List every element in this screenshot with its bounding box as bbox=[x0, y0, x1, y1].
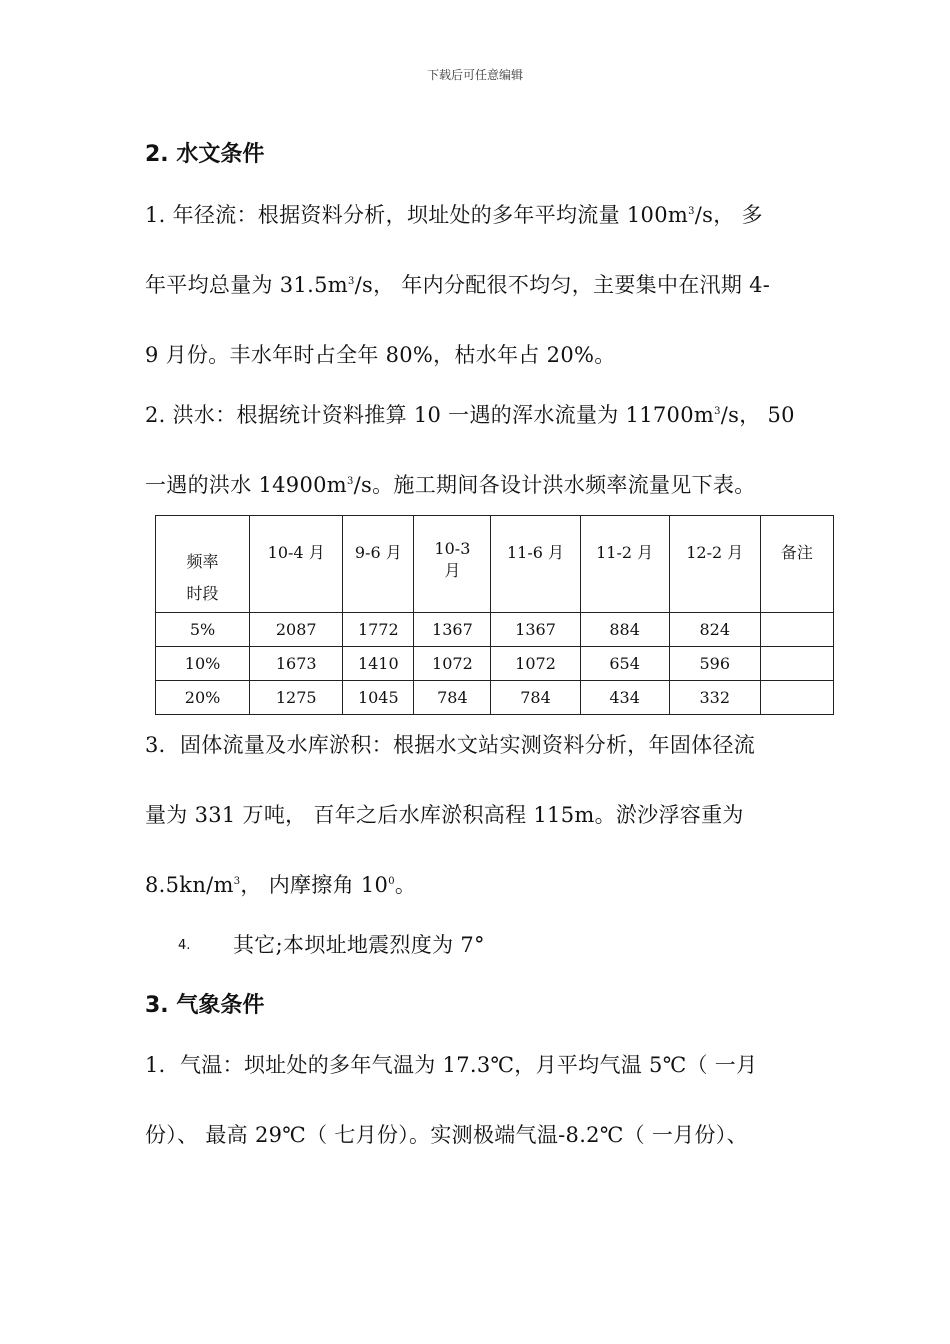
text: 1. 年径流：根据资料分析，坝址处的多年平均流量 100m bbox=[145, 203, 689, 227]
paragraph-temperature-line2: 份）、 最高 29℃（ 七月份）。实测极端气温-8.2℃（ 一月份）、 bbox=[145, 1123, 748, 1147]
table-cell: 654 bbox=[580, 647, 669, 681]
text: 2. 洪水：根据统计资料推算 10 一遇的浑水流量为 11700m bbox=[145, 403, 715, 427]
table-header-cell: 9-6 月 bbox=[343, 516, 414, 613]
table-row bbox=[156, 613, 834, 647]
paragraph-sediment-line2: 量为 331 万吨， 百年之后水库淤积高程 115m。淤沙浮容重为 bbox=[145, 803, 744, 827]
table-header-cell: 11-6 月 bbox=[491, 516, 580, 613]
table-cell: 1367 bbox=[491, 613, 580, 647]
text: 年平均总量为 31.5m bbox=[145, 273, 348, 297]
row-label: 10% bbox=[156, 647, 250, 681]
table-header-cell: 12-2 月 bbox=[669, 516, 760, 613]
superscript: 3 bbox=[688, 206, 695, 217]
table-cell bbox=[760, 647, 833, 681]
table-cell: 784 bbox=[491, 681, 580, 715]
table-cell: 1275 bbox=[250, 681, 343, 715]
table-cell: 332 bbox=[669, 681, 760, 715]
row-label: 5% bbox=[156, 613, 250, 647]
table-row bbox=[156, 681, 834, 715]
corner-bottom-label: 时段 bbox=[186, 584, 219, 603]
superscript: 3 bbox=[233, 876, 241, 887]
paragraph-runoff-line2 bbox=[145, 269, 770, 299]
paragraph-flood-line2 bbox=[145, 469, 756, 499]
section-title-hydrology: 2. 水文条件 bbox=[145, 142, 265, 167]
paragraph-runoff-line3: 9 月份。丰水年时占全年 80%，枯水年占 20%。 bbox=[145, 343, 616, 367]
text: /s。施工期间各设计洪水频率流量见下表。 bbox=[353, 473, 756, 497]
table-header-cell: 备注 bbox=[760, 516, 833, 613]
section-title-meteorology: 3. 气象条件 bbox=[145, 993, 265, 1018]
table-header-row bbox=[156, 516, 834, 613]
text: 一遇的洪水 14900m bbox=[145, 473, 347, 497]
table-cell bbox=[760, 681, 833, 715]
list-number-4: 4. bbox=[178, 938, 191, 953]
table-cell: 1072 bbox=[414, 647, 491, 681]
superscript: 3 bbox=[714, 406, 721, 417]
superscript: 3 bbox=[347, 276, 355, 287]
table-row bbox=[156, 647, 834, 681]
table-cell: 1673 bbox=[250, 647, 343, 681]
text: 8.5kn/m bbox=[145, 873, 234, 897]
page-header: 下载后可任意编辑 bbox=[426, 68, 523, 82]
table-header-cell: 11-2 月 bbox=[580, 516, 669, 613]
table-cell: 1410 bbox=[343, 647, 414, 681]
table-cell: 434 bbox=[580, 681, 669, 715]
table-header-cell: 10-3 月 bbox=[414, 516, 491, 613]
text: /s， 多 bbox=[694, 203, 763, 227]
table-corner-cell bbox=[156, 516, 250, 613]
table-cell: 2087 bbox=[250, 613, 343, 647]
superscript: 3 bbox=[347, 476, 354, 487]
flood-frequency-table bbox=[155, 515, 834, 715]
text: /s， 年内分配很不均匀，主要集中在汛期 4- bbox=[354, 273, 771, 297]
paragraph-flood-line1 bbox=[145, 399, 795, 429]
paragraph-runoff-line1 bbox=[145, 199, 763, 229]
table-cell: 784 bbox=[414, 681, 491, 715]
table-header-cell: 10-4 月 bbox=[250, 516, 343, 613]
paragraph-temperature-line1: 1．气温：坝址处的多年气温为 17.3℃，月平均气温 5℃（ 一月 bbox=[145, 1053, 758, 1077]
table-cell bbox=[760, 613, 833, 647]
table-cell: 1367 bbox=[414, 613, 491, 647]
superscript: 0 bbox=[388, 876, 395, 887]
table-cell: 1045 bbox=[343, 681, 414, 715]
paragraph-sediment-line3 bbox=[145, 869, 416, 899]
text: /s， 50 bbox=[720, 403, 795, 427]
row-label: 20% bbox=[156, 681, 250, 715]
table-cell: 596 bbox=[669, 647, 760, 681]
paragraph-sediment-line1: 3．固体流量及水库淤积：根据水文站实测资料分析，年固体径流 bbox=[145, 733, 756, 757]
table-cell: 884 bbox=[580, 613, 669, 647]
corner-top-label: 频率 bbox=[186, 552, 219, 571]
table-cell: 824 bbox=[669, 613, 760, 647]
table-cell: 1772 bbox=[343, 613, 414, 647]
text: ， 内摩擦角 10 bbox=[240, 873, 389, 897]
paragraph-other: 其它;本坝址地震烈度为 7° bbox=[233, 933, 485, 957]
text: 。 bbox=[394, 873, 417, 897]
table-cell: 1072 bbox=[491, 647, 580, 681]
